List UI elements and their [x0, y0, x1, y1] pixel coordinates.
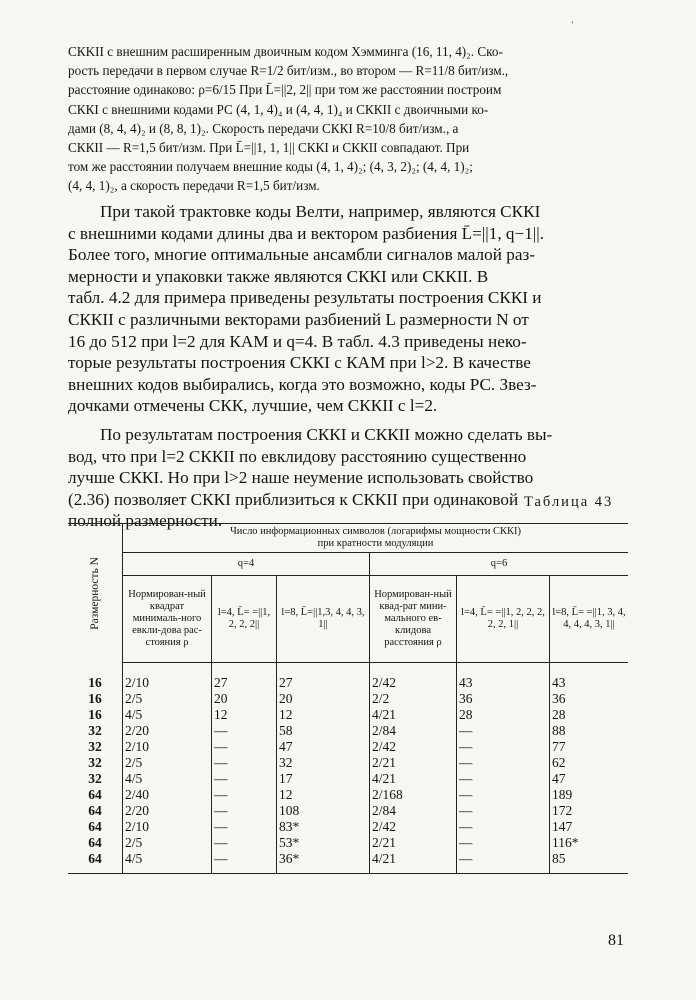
- table-cell: 36: [550, 691, 629, 707]
- table-cell: 4/21: [370, 707, 457, 723]
- group-q6-header: q=6: [370, 553, 629, 576]
- table-cell: 20: [212, 691, 277, 707]
- text-line: внешних кодов выбирались, когда это возможно, коды РС. Звез-: [68, 374, 537, 394]
- table-row: [68, 739, 628, 755]
- table-cell: 43: [550, 663, 629, 692]
- table-cell: 189: [550, 787, 629, 803]
- table-cell: 2/84: [370, 803, 457, 819]
- table-cell: —: [457, 835, 550, 851]
- table-cell: 2/42: [370, 739, 457, 755]
- text-line: расстояние одинаково: ρ=6/15 При L̄=||2, 2|| при том же расстоянии построим: [68, 82, 502, 98]
- table-cell: —: [457, 787, 550, 803]
- text-line: лучше СККI. Но при l>2 наше неумение использовать свойство: [68, 468, 534, 488]
- text-line: 16 до 512 при l=2 для КАМ и q=4. В табл. 4.3 приведены неко-: [68, 331, 527, 351]
- table-cell: 2/5: [123, 691, 212, 707]
- table-cell: 2/21: [370, 835, 457, 851]
- q4-l4-header: l=4, L̄= =||1, 2, 2, 2||: [212, 576, 277, 663]
- table-cell: 2/5: [123, 835, 212, 851]
- text-line: вод, что при l=2 СККII по евклидову расстоянию существенно: [68, 446, 527, 466]
- table-row: [68, 803, 628, 819]
- table-row: [68, 707, 628, 723]
- q4-distance-header: Нормирован-ный квадрат минималь-ного евкли-дова рас-стояния ρ: [123, 576, 212, 663]
- table-cell: —: [457, 851, 550, 874]
- text-line: дами (8, 4, 4)₂ и (8, 8, 1)₂. Скорость передачи СККI R=10/8 бит/изм., а: [68, 120, 459, 136]
- table-cell: 27: [277, 663, 370, 692]
- text-line: (4, 4, 1)₂, а скорость передачи R=1,5 бит/изм.: [68, 178, 320, 194]
- table-cell: 32: [88, 739, 102, 754]
- table-cell: 2/84: [370, 723, 457, 739]
- dimension-header: Размерность N: [89, 556, 101, 630]
- table-cell: 53*: [277, 835, 370, 851]
- q6-l8-header: l=8, L̄= =||1, 3, 4, 4, 4, 4, 3, 1||: [550, 576, 629, 663]
- text-line: (2.36) позволяет СККI приблизиться к СККII при одинаковой: [68, 489, 519, 509]
- table-cell: 16: [88, 691, 102, 706]
- table-row: [68, 771, 628, 787]
- results-table: [68, 523, 628, 874]
- table-cell: —: [212, 755, 277, 771]
- text-line: дочками отмечены СКК, лучшие, чем СККII с l=2.: [68, 396, 438, 416]
- table-cell: 147: [550, 819, 629, 835]
- table-cell: 28: [550, 707, 629, 723]
- page-number: 81: [608, 932, 624, 949]
- paragraph-1: [68, 201, 630, 417]
- table-cell: 2/40: [123, 787, 212, 803]
- table-cell: 64: [88, 787, 102, 802]
- table-cell: —: [457, 771, 550, 787]
- table-cell: 32: [88, 771, 102, 786]
- table-cell: 64: [88, 803, 102, 818]
- table-cell: 64: [68, 851, 123, 874]
- table-cell: 32: [88, 723, 102, 738]
- table-cell: 172: [550, 803, 629, 819]
- table-cell: 4/21: [370, 771, 457, 787]
- table-cell: 2/10: [123, 663, 212, 692]
- table-cell: 2/21: [370, 755, 457, 771]
- table-cell: —: [212, 771, 277, 787]
- info-header: Число информационных символов (логарифмы мощности СККI) при кратности модуляции: [123, 524, 629, 553]
- table-row: [68, 691, 628, 707]
- table-cell: 17: [277, 771, 370, 787]
- text-line: полной размерности.: [68, 511, 223, 531]
- table-cell: 4/21: [370, 851, 457, 874]
- text-line: СКKII с внешним расширенным двоичным кодом Хэмминга (16, 11, 4)₂. Ско-: [68, 44, 503, 59]
- table-cell: —: [212, 723, 277, 739]
- table-cell: 85: [550, 851, 629, 874]
- table-cell: 4/5: [123, 851, 212, 874]
- table-cell: 64: [88, 819, 102, 834]
- table-cell: —: [457, 803, 550, 819]
- table-cell: 20: [277, 691, 370, 707]
- table-row: [68, 787, 628, 803]
- table-cell: 16: [88, 674, 102, 690]
- table-cell: 2/42: [370, 663, 457, 692]
- table-cell: —: [212, 803, 277, 819]
- table-cell: 4/5: [123, 707, 212, 723]
- table-cell: 77: [550, 739, 629, 755]
- table-cell: 116*: [550, 835, 629, 851]
- table-cell: 36: [457, 691, 550, 707]
- group-q4-header: q=4: [123, 553, 370, 576]
- text-line: рость передачи в первом случае R=1/2 бит/изм., во втором — R=11/8 бит/изм.,: [68, 63, 509, 79]
- table-cell: 64: [88, 835, 102, 850]
- table-cell: —: [212, 851, 277, 874]
- text-line: СККII с различными векторами разбиений L размерности N от: [68, 309, 529, 329]
- table-cell: 32: [88, 755, 102, 770]
- table-cell: 12: [277, 787, 370, 803]
- table-cell: 2/10: [123, 819, 212, 835]
- text-line: табл. 4.2 для примера приведены результаты построения СККI и: [68, 288, 542, 308]
- table-row: [68, 819, 628, 835]
- table-cell: 4/5: [123, 771, 212, 787]
- table-cell: —: [212, 835, 277, 851]
- table-cell: 16: [88, 707, 102, 722]
- table-row: [68, 755, 628, 771]
- table-cell: —: [457, 819, 550, 835]
- table-row: [68, 663, 628, 692]
- q4-l8-header: l=8, L̄=||1,3, 4, 4, 3, 1||: [277, 576, 370, 663]
- table-cell: 58: [277, 723, 370, 739]
- text-line: мерности и упаковки также являются СККI или СККII. В: [68, 266, 489, 286]
- table-cell: 108: [277, 803, 370, 819]
- text-line: том же расстоянии получаем внешние коды (4, 1, 4)₂; (4, 3, 2)₂; (4, 4, 1)₂;: [68, 159, 473, 175]
- table-cell: 2/168: [370, 787, 457, 803]
- table-cell: —: [212, 819, 277, 835]
- table-cell: 2/42: [370, 819, 457, 835]
- table-cell: 12: [277, 707, 370, 723]
- table-cell: 2/5: [123, 755, 212, 771]
- text-line: с внешними кодами длины два и вектором разбиения L̄=||1, q−1||.: [68, 223, 544, 243]
- table-cell: 2/20: [123, 723, 212, 739]
- table-cell: 62: [550, 755, 629, 771]
- table-caption: Таблица 43: [524, 494, 614, 510]
- q6-l4-header: l=4, L̄= =||1, 2, 2, 2, 2, 2, 1||: [457, 576, 550, 663]
- table-cell: —: [457, 723, 550, 739]
- text-line: При такой трактовке коды Велти, например, являются СККI: [100, 202, 541, 221]
- text-line: торые результаты построения СККI с КАМ при l>2. В качестве: [68, 353, 531, 373]
- paragraph-2: [68, 424, 630, 532]
- text-line: СККI с внешними кодами РС (4, 1, 4)₄ и (4, 4, 1)₄ и СККII с двоичными ко-: [68, 101, 489, 117]
- table-cell: 27: [212, 663, 277, 692]
- table-cell: —: [457, 739, 550, 755]
- table-row: [68, 723, 628, 739]
- table-cell: 36*: [277, 851, 370, 874]
- text-line: По результатам построения СККI и СККII можно сделать вы-: [100, 424, 553, 444]
- table-cell: —: [212, 787, 277, 803]
- q6-distance-header: Нормирован-ный квад-рат мини-мального ев-клидова расстояния ρ: [370, 576, 457, 663]
- table-cell: 12: [212, 707, 277, 723]
- table-cell: 88: [550, 723, 629, 739]
- stray-mark: ': [572, 20, 574, 29]
- table-cell: 32: [277, 755, 370, 771]
- table-cell: 83*: [277, 819, 370, 835]
- table-cell: 2/20: [123, 803, 212, 819]
- text-line: Более того, многие оптимальные ансамбли сигналов малой раз-: [68, 245, 535, 265]
- table-cell: 2/10: [123, 739, 212, 755]
- table-row: [68, 835, 628, 851]
- text-line: СККII — R=1,5 бит/изм. При L̄=||1, 1, 1|| СККI и СККII совпадают. При: [68, 140, 470, 156]
- main-text: [68, 201, 630, 532]
- intro-paragraph: [68, 42, 630, 196]
- table-cell: —: [212, 739, 277, 755]
- table-cell: 2/2: [370, 691, 457, 707]
- table-cell: 47: [550, 771, 629, 787]
- table-cell: 47: [277, 739, 370, 755]
- table-cell: 28: [457, 707, 550, 723]
- table-cell: 43: [457, 663, 550, 692]
- table-row: [68, 851, 628, 874]
- table-cell: —: [457, 755, 550, 771]
